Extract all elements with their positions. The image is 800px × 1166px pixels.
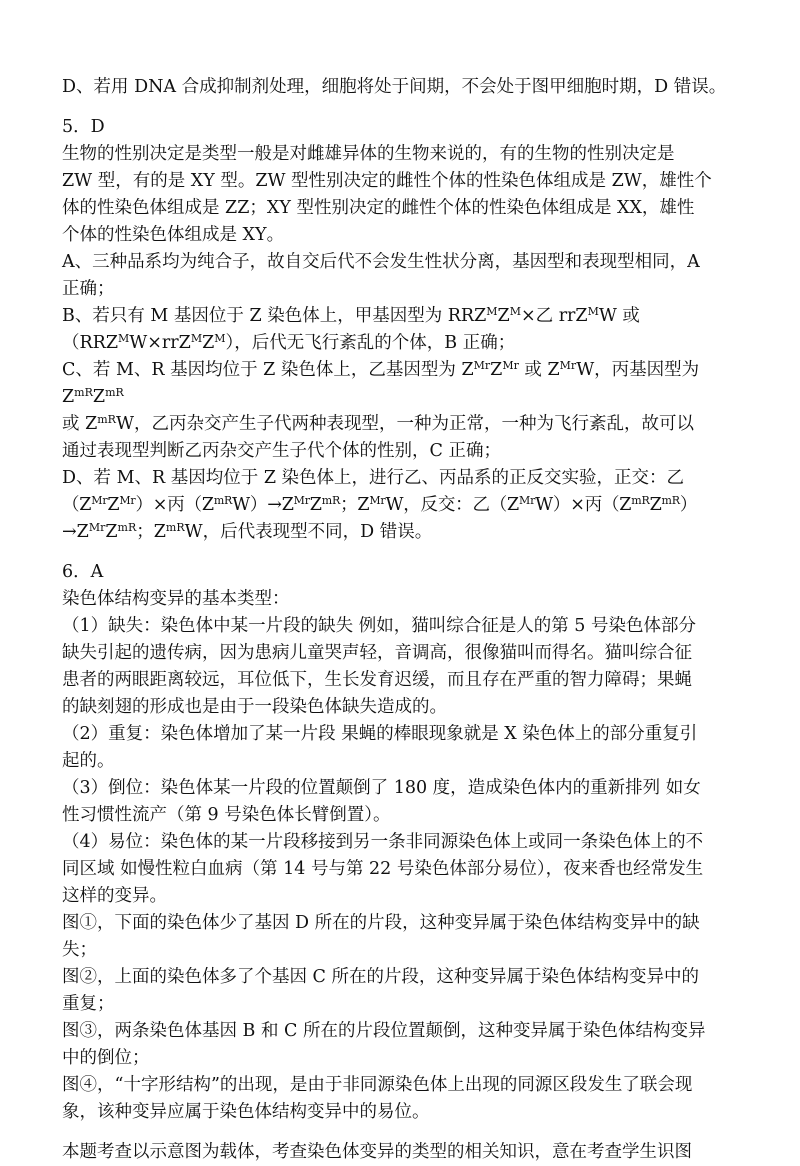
text-line: 染色体结构变异的基本类型： (62, 589, 290, 609)
option-b-line: B、若只有 M 基因位于 Z 染色体上，甲基因型为 $RRZ^MZ^M\times$乙 rrZ$^M$W 或 (62, 305, 640, 326)
text-line: 同区域 如慢性粒白血病（第 14 号与第 22 号染色体部分易位），夜来香也经常发生 (62, 859, 704, 879)
text-line: 生物的性别决定是类型一般是对雌雄异体的生物来说的，有的生物的性别决定是 (62, 144, 675, 164)
text-line: 这样的变异。 (62, 886, 167, 906)
text-line: 缺失引起的遗传病，因为患病儿童哭声轻，音调高，很像猫叫而得名。猫叫综合征 (62, 643, 692, 663)
text-line: 通过表现型判断乙丙杂交产生子代个体的性别，C 正确； (62, 441, 501, 461)
spacer (62, 101, 752, 114)
text-line: $\to Z^{Mr}Z^{mR}$；$Z^{mR}W$，后代表现型不同，D 错误。 (62, 521, 433, 542)
option-c-line: C、若 M、R 基因均位于 Z 染色体上，乙基因型为 $Z^{Mr}Z^{Mr}$ 或 $Z^{Mr}W$，丙基因型为 $Z^{mR}Z^{mR}$ (62, 359, 700, 407)
text-line: 体的性染色体组成是 ZZ；XY 型性别决定的雌性个体的性染色体组成是 XX，雄性 (62, 198, 695, 218)
text-line: （3）倒位：染色体某一片段的位置颠倒了 180 度，造成染色体内的重新排列 如女 (62, 778, 701, 798)
text-line: 失； (62, 940, 97, 960)
text-line: （2）重复：染色体增加了某一片段 果蝇的棒眼现象就是 X 染色体上的部分重复引 (62, 724, 698, 744)
text-line: 图③，两条染色体基因 B 和 C 所在的片段位置颠倒，这种变异属于染色体结构变异 (62, 1021, 706, 1041)
document-page (62, 74, 752, 1166)
question-5-heading: 5．D (62, 117, 105, 137)
text-line: 患者的两眼距离较远，耳位低下，生长发育迟缓，而且存在严重的智力障碍；果蝇 (62, 670, 692, 690)
text-line: （4）易位：染色体的某一片段移接到另一条非同源染色体上或同一条染色体上的不 (62, 832, 704, 852)
spacer (62, 1126, 752, 1139)
option-d-line: D、若 M、R 基因均位于 Z 染色体上，进行乙、丙品系的正反交实验，正交：乙 (62, 468, 685, 488)
text-line: 图②，上面的染色体多了个基因 C 所在的片段，这种变异属于染色体结构变异中的 (62, 967, 700, 987)
option-a-line: A、三种品系均为纯合子，故自交后代不会发生性状分离，基因型和表现型相同，A (62, 252, 700, 272)
question-6-heading: 6．A (62, 562, 104, 582)
text-line: 起的。 (62, 751, 115, 771)
text-line: 或 $Z^{mR}W$，乙丙杂交产生子代两种表现型，一种为正常，一种为飞行紊乱，故可以 (62, 413, 694, 434)
text-line: $(RRZ^MW\times rrZ^MZ^M)$，后代无飞行紊乱的个体，B 正确； (62, 332, 516, 353)
text-line: 个体的性染色体组成是 XY。 (62, 225, 285, 245)
summary-line: 本题考查以示意图为载体，考查染色体变异的类型的相关知识，意在考查学生识图 (62, 1142, 692, 1162)
question-5-explanation (62, 141, 752, 546)
answer-4-option-d: D、若用 DNA 合成抑制剂处理，细胞将处于间期，不会处于图甲细胞时期，D 错误。 (62, 77, 727, 97)
text-line: 重复； (62, 994, 115, 1014)
text-line: 正确； (62, 279, 115, 299)
text-line: 的缺刻翅的形成也是由于一段染色体缺失造成的。 (62, 697, 447, 717)
text-line: （1）缺失：染色体中某一片段的缺失 例如，猫叫综合征是人的第 5 号染色体部分 (62, 616, 696, 636)
spacer (62, 546, 752, 559)
text-line: 性习惯性流产（第 9 号染色体长臂倒置）。 (62, 805, 391, 825)
text-line: 图①，下面的染色体少了基因 D 所在的片段，这种变异属于染色体结构变异中的缺 (62, 913, 700, 933)
text-line: 中的倒位； (62, 1048, 150, 1068)
question-6-explanation (62, 586, 752, 1126)
text-line: 象，该种变异应属于染色体结构变异中的易位。 (62, 1102, 430, 1122)
text-line: $(Z^{Mr}Z^{Mr})\times$丙$(Z^{mR}W)\to Z^{Mr}Z^{mR}$；$Z^{Mr}W$，反交：乙$(Z^{Mr}W)\times$丙$(Z^{mR}Z^{mR})$ (62, 494, 698, 515)
text-line: 图④，“十字形结构”的出现，是由于非同源染色体上出现的同源区段发生了联会现 (62, 1075, 693, 1095)
text-line: ZW 型，有的是 XY 型。ZW 型性别决定的雌性个体的性染色体组成是 ZW，雄性个 (62, 171, 712, 191)
